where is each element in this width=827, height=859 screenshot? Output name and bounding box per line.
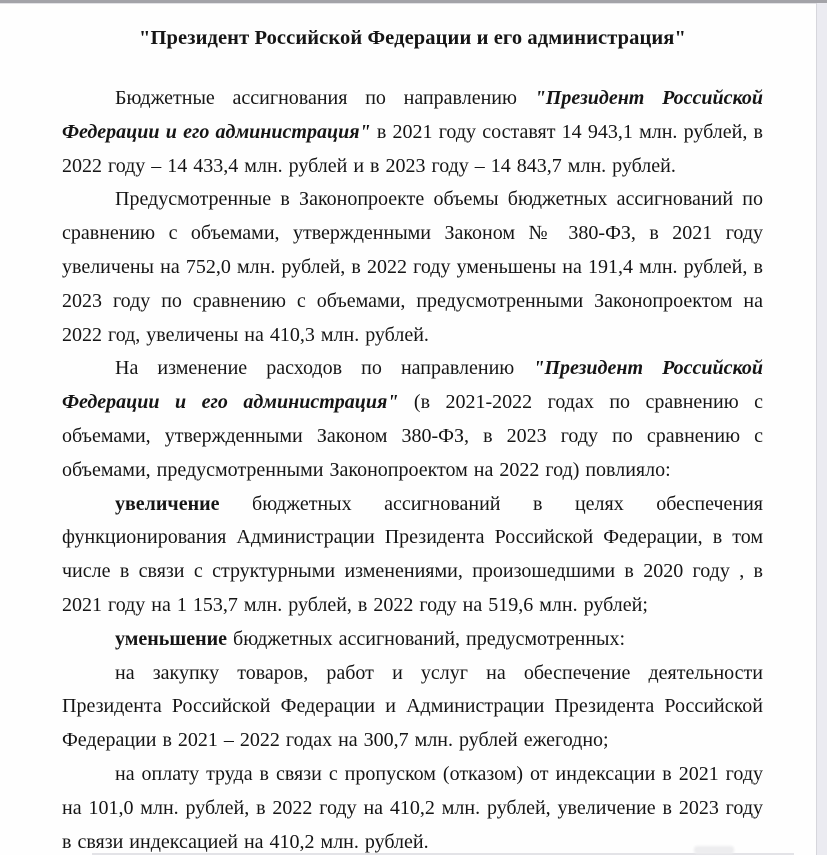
text-run: (в 2021-2022 годах по сравнению с объемами, утвержденными Законом 380-ФЗ, в 2023 году по сравнению с объемами, предусмотренными Законопроектом на 2022 год) повлияло: (62, 391, 763, 481)
document-title: "Президент Российской Федерации и его администрация" (139, 27, 686, 49)
paragraph (62, 758, 763, 859)
paragraph (62, 488, 763, 623)
paragraph (62, 183, 763, 352)
text-run: "Президент Российской Федерации и его администрация" (62, 357, 763, 414)
text-run: в 2021 году составят 14 943,1 млн. рублей, в 2022 году – 14 433,4 млн. рублей и в 2023 году – 14 843,7 млн. рублей. (62, 120, 763, 177)
paragraph (62, 352, 763, 487)
text-run: на оплату труда в связи с пропуском (отказом) от индексации в 2021 году на 101,0 млн. рублей, в 2022 году на 410,2 млн. рублей, увеличение в 2023 году в связи индексацией на 410,2 млн. рублей. (62, 762, 763, 853)
paragraph (62, 82, 763, 183)
top-edge-line (0, 0, 827, 4)
document-body (62, 82, 763, 859)
text-run: на закупку товаров, работ и услуг на обеспечение деятельности Президента Российской Федерации и Администрации Президента Российской Федерации в 2021 – 2022 годах на 300,7 млн. рублей ежегодно; (62, 661, 763, 752)
paragraph (62, 657, 763, 758)
paragraph (62, 623, 763, 657)
right-edge-strip (816, 3, 827, 855)
text-run: Бюджетные ассигнования по направлению (115, 87, 535, 109)
text-run: уменьшение (115, 627, 228, 650)
text-run: увеличение (115, 492, 220, 515)
text-run: На изменение расходов по направлению (115, 357, 534, 380)
text-run: "Президент Российской Федерации и его администрация" (62, 87, 763, 143)
text-run: бюджетных ассигнований, предусмотренных: (227, 627, 626, 650)
text-run: Предусмотренные в Законопроекте объемы бюджетных ассигнований по сравнению с объемами, утвержденными Законом № 380-ФЗ, в 2021 году увеличены на 752,0 млн. рублей, в 2022 году уменьшены на 191,4 млн. рублей, в 2023 году по сравнению с объемами, предусмотренными Законопроектом на 2022 год, увеличены на 410,3 млн. рублей. (62, 188, 763, 346)
page-number-fragment (694, 846, 734, 854)
text-run: бюджетных ассигнований в целях обеспечения функционирования Администрации Президента Российской Федерации, в том числе в связи с структурными изменениями, произошедшими в 2020 году , в 2021 году на 1 153,7 млн. рублей, в 2022 году на 519,6 млн. рублей; (62, 492, 763, 616)
